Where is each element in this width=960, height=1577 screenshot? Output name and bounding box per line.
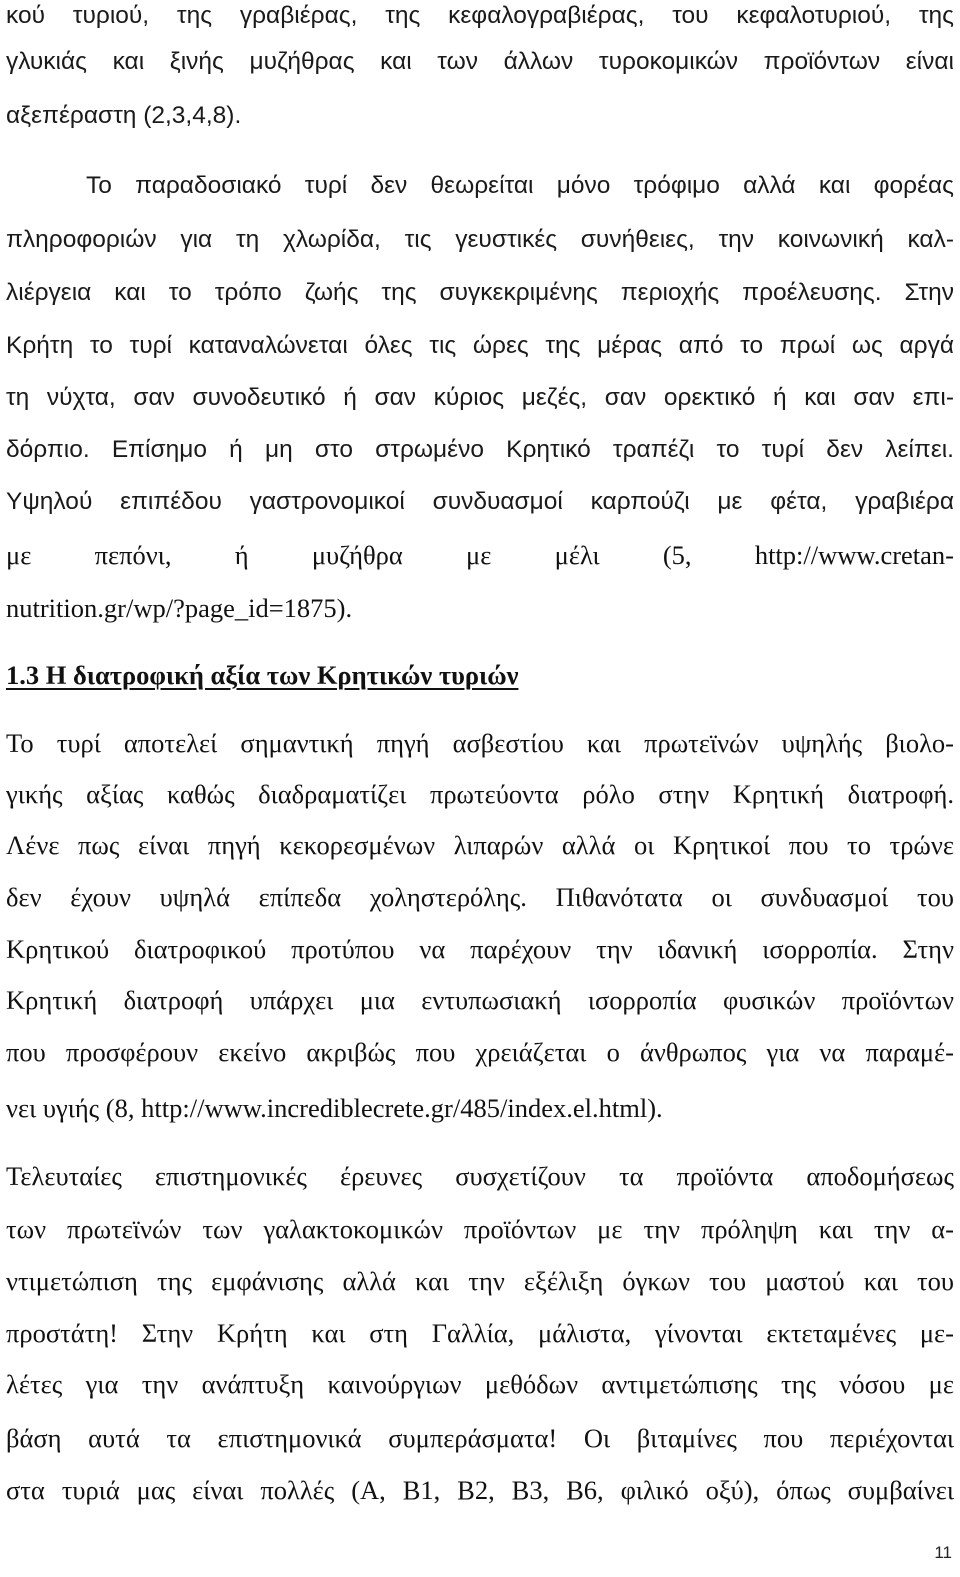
text-line: γλυκιάς και ξινής μυζήθρας και των άλλων τυροκομικών προϊόντων είναι: [6, 48, 954, 75]
text-line: που προσφέρουν εκείνο ακριβώς που χρειάζεται ο άνθρωπος για να παραμέ-: [6, 1037, 954, 1067]
page-number: 11: [934, 1543, 952, 1562]
section-heading: 1.3 Η διατροφική αξία των Κρητικών τυριών: [6, 660, 519, 690]
text-line: των πρωτεϊνών των γαλακτοκομικών προϊόντων με την πρόληψη και την α-: [6, 1214, 954, 1244]
text-line: δεν έχουν υψηλά επίπεδα χοληστερόλης. Πιθανότατα οι συνδυασμοί του: [6, 882, 954, 912]
text-line: δόρπιο. Επίσημο ή μη στο στρωμένο Κρητικό τραπέζι το τυρί δεν λείπει.: [6, 436, 954, 463]
text-line: προστάτη! Στην Κρήτη και στη Γαλλία, μάλιστα, γίνονται εκτεταμένες με-: [6, 1318, 954, 1348]
text-line: nutrition.gr/wp/?page_id=1875).: [6, 593, 353, 623]
text-line: Το παραδοσιακό τυρί δεν θεωρείται μόνο τρόφιμο αλλά και φορέας: [86, 172, 954, 199]
text-line: γικής αξίας καθώς διαδραματίζει πρωτεύοντα ρόλο στην Κρητική διατροφή.: [6, 779, 954, 809]
text-line: με πεπόνι, ή μυζήθρα με μέλι (5, http://www.cretan-: [6, 540, 954, 570]
text-line: τη νύχτα, σαν συνοδευτικό ή σαν κύριος μεζές, σαν ορεκτικό ή και σαν επι-: [6, 384, 954, 411]
text-line: λιέργεια και το τρόπο ζωής της συγκεκριμένης περιοχής προέλευσης. Στην: [6, 279, 954, 306]
text-line: Το τυρί αποτελεί σημαντική πηγή ασβεστίου και πρωτεϊνών υψηλής βιολο-: [6, 728, 954, 758]
text-line: Λένε πως είναι πηγή κεκορεσμένων λιπαρών αλλά οι Κρητικοί που το τρώνε: [6, 830, 954, 860]
text-line: αξεπέραστη (2,3,4,8).: [6, 102, 242, 129]
text-line: Τελευταίες επιστημονικές έρευνες συσχετίζουν τα προϊόντα αποδομήσεως: [6, 1161, 954, 1191]
text-line: πληροφοριών για τη χλωρίδα, τις γευστικές συνήθειες, την κοινωνική καλ-: [6, 226, 954, 253]
text-line: κού τυριού, της γραβιέρας, της κεφαλογραβιέρας, του κεφαλοτυριού, της: [6, 2, 954, 29]
text-line: Κρήτη το τυρί καταναλώνεται όλες τις ώρες της μέρας από το πρωί ως αργά: [6, 332, 954, 359]
text-line: Υψηλού επιπέδου γαστρονομικοί συνδυασμοί καρπούζι με φέτα, γραβιέρα: [6, 488, 954, 515]
text-line: στα τυριά μας είναι πολλές (Α, Β1, Β2, Β3, Β6, φιλικό οξύ), όπως συμβαίνει: [6, 1475, 954, 1505]
text-line: Κρητική διατροφή υπάρχει μια εντυπωσιακή ισορροπία φυσικών προϊόντων: [6, 985, 954, 1015]
text-line: βάση αυτά τα επιστημονικά συμπεράσματα! Οι βιταμίνες που περιέχονται: [6, 1423, 954, 1453]
text-line: λέτες για την ανάπτυξη καινούργιων μεθόδων αντιμετώπισης της νόσου με: [6, 1369, 954, 1399]
text-line: Κρητικού διατροφικού προτύπου να παρέχουν την ιδανική ισορροπία. Στην: [6, 934, 954, 964]
text-line: νει υγιής (8, http://www.incrediblecrete.gr/485/index.el.html).: [6, 1093, 663, 1123]
text-line: ντιμετώπιση της εμφάνισης αλλά και την εξέλιξη όγκων του μαστού και του: [6, 1266, 954, 1296]
